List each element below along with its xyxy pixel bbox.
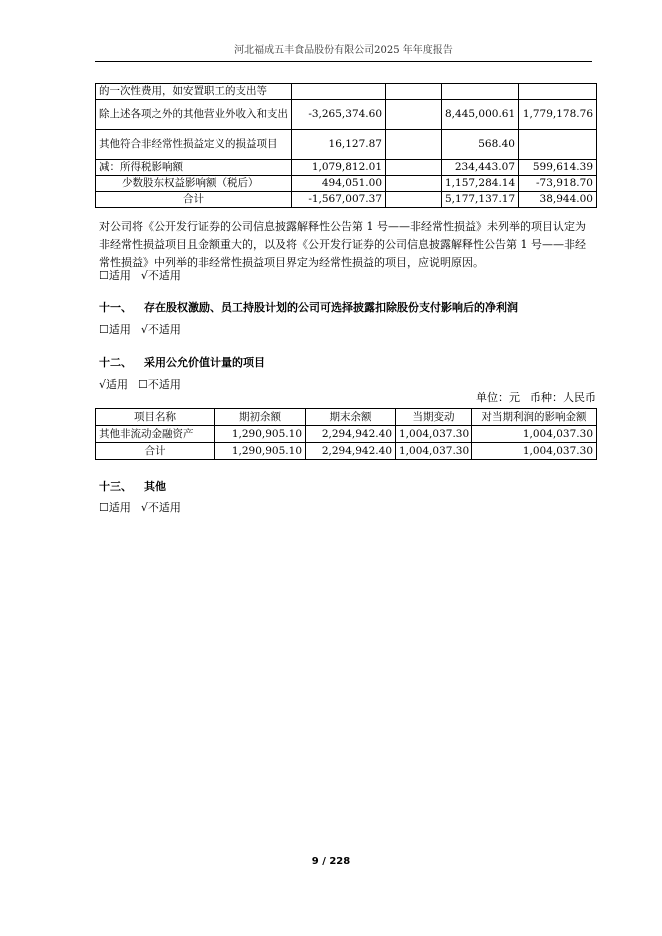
unit-label: 单位：元 <box>476 391 520 404</box>
column-header: 期初余额 <box>215 409 306 426</box>
column-header: 当期变动 <box>396 409 472 426</box>
table-row <box>96 84 597 100</box>
section-heading-11 <box>99 300 518 316</box>
checkbox-applicable: ☐适用 <box>99 269 131 282</box>
cell-value: -3,265,374.60 <box>292 100 386 130</box>
row-label: 的一次性费用，如安置职工的支出等 <box>96 84 292 100</box>
row-label: 除上述各项之外的其他营业外收入和支出 <box>96 100 292 130</box>
cell-value: 2,294,942.40 <box>306 443 396 460</box>
cell-value: 599,614.39 <box>519 160 597 176</box>
section-title: 其他 <box>144 480 166 493</box>
cell-value: 1,290,905.10 <box>215 443 306 460</box>
checkbox-not-applicable: √不适用 <box>140 269 181 282</box>
cell-value: 2,294,942.40 <box>306 426 396 443</box>
cell-value: 1,079,812.01 <box>292 160 386 176</box>
section-number: 十三、 <box>99 480 132 493</box>
checkbox-applicable: ☐适用 <box>99 323 131 336</box>
cell-value: 1,004,037.30 <box>396 443 472 460</box>
cell-value: -73,918.70 <box>519 176 597 192</box>
non-recurring-items-table <box>95 83 597 208</box>
cell-value: 1,004,037.30 <box>396 426 472 443</box>
cell-value <box>442 84 519 100</box>
cell-value <box>292 84 386 100</box>
table-row <box>96 176 597 192</box>
cell-value: 234,443.07 <box>442 160 519 176</box>
row-label: 其他符合非经常性损益定义的损益项目 <box>96 130 292 160</box>
page-number: 9 / 228 <box>311 856 351 867</box>
section-heading-13 <box>99 479 166 495</box>
cell-value: 1,290,905.10 <box>215 426 306 443</box>
cell-value <box>519 84 597 100</box>
cell-value <box>386 130 442 160</box>
cell-value: 38,944.00 <box>519 192 597 208</box>
column-header: 期末余额 <box>306 409 396 426</box>
cell-value: 494,051.00 <box>292 176 386 192</box>
page-header: 河北福成五丰食品股份有限公司2025 年年度报告 <box>234 45 453 56</box>
section-number: 十二、 <box>99 356 132 369</box>
row-label: 合计 <box>96 443 215 460</box>
header-rule <box>95 61 592 62</box>
cell-value: 1,004,037.30 <box>472 426 597 443</box>
section-number: 十一、 <box>99 301 132 314</box>
cell-value <box>386 100 442 130</box>
applicability-check-2 <box>99 322 191 338</box>
checkbox-applicable: ☐适用 <box>99 501 131 514</box>
section-title: 采用公允价值计量的项目 <box>144 356 265 369</box>
cell-value: 1,157,284.14 <box>442 176 519 192</box>
cell-value <box>386 160 442 176</box>
checkbox-applicable: √适用 <box>99 378 129 391</box>
applicability-check-1 <box>99 268 191 284</box>
row-label: 少数股东权益影响额（税后） <box>96 176 292 192</box>
cell-value: -1,567,007.37 <box>292 192 386 208</box>
applicability-check-4 <box>99 500 191 516</box>
cell-value <box>386 192 442 208</box>
table-row <box>96 426 597 443</box>
table-header-row <box>96 409 597 426</box>
table-row <box>96 100 597 130</box>
checkbox-not-applicable: ☐不适用 <box>138 378 181 391</box>
table-row <box>96 443 597 460</box>
cell-value: 568.40 <box>442 130 519 160</box>
unit-line <box>466 390 596 406</box>
checkbox-not-applicable: √不适用 <box>140 323 181 336</box>
cell-value: 1,004,037.30 <box>472 443 597 460</box>
row-label: 减：所得税影响额 <box>96 160 292 176</box>
section-heading-12 <box>99 355 265 371</box>
section-title: 存在股权激励、员工持股计划的公司可选择披露扣除股份支付影响后的净利润 <box>144 301 518 314</box>
column-header: 对当期利润的影响金额 <box>472 409 597 426</box>
row-label: 其他非流动金融资产 <box>96 426 215 443</box>
cell-value: 1,779,178.76 <box>519 100 597 130</box>
cell-value <box>386 176 442 192</box>
fair-value-table <box>95 408 597 460</box>
cell-value <box>519 130 597 160</box>
explanation-paragraph: 对公司将《公开发行证券的公司信息披露解释性公告第 1 号——非经常性损益》未列举的项目认定为非经常性损益项目且金额重大的，以及将《公开发行证券的公司信息披露解释性公告第 1 号——非经常性损益》中列举的非经常性损益项目界定为经常性损益的项目，应说明原因。 <box>99 220 586 269</box>
checkbox-not-applicable: √不适用 <box>140 501 181 514</box>
column-header: 项目名称 <box>96 409 215 426</box>
cell-value: 8,445,000.61 <box>442 100 519 130</box>
cell-value: 16,127.87 <box>292 130 386 160</box>
cell-value <box>386 84 442 100</box>
table-row <box>96 130 597 160</box>
table-row <box>96 192 597 208</box>
currency-label: 币种：人民币 <box>530 391 596 404</box>
row-label: 合计 <box>96 192 292 208</box>
table-row <box>96 160 597 176</box>
applicability-check-3 <box>99 377 191 393</box>
cell-value: 5,177,137.17 <box>442 192 519 208</box>
